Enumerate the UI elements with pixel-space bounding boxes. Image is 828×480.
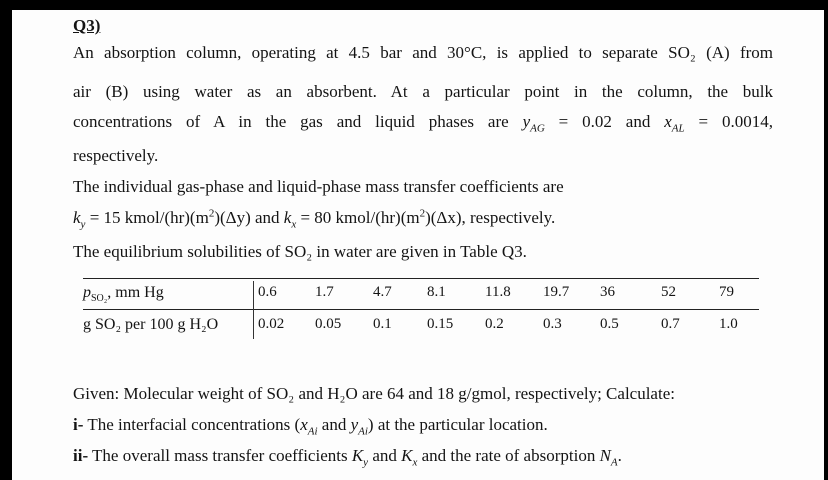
xAL-subscript: AL xyxy=(671,122,685,135)
coefficients-intro: The individual gas-phase and liquid-phase mass transfer coefficients are xyxy=(73,177,564,196)
part-i-and: and xyxy=(317,415,351,434)
part-ii-label: ii- xyxy=(73,446,89,465)
part-ii xyxy=(73,446,622,469)
row2-cell: 1.0 xyxy=(719,316,738,332)
row1-cell: 52 xyxy=(661,284,676,300)
question-label: Q3) xyxy=(73,16,101,35)
row1-cell: 0.6 xyxy=(258,284,277,300)
yAG-subscript: AG xyxy=(530,122,545,135)
part-i-text: The interfacial concentrations ( xyxy=(83,415,301,434)
yAG-term xyxy=(522,112,773,135)
row2-cell: 0.15 xyxy=(427,316,454,332)
ky-subscript: y xyxy=(80,218,86,231)
kx-symbol: k xyxy=(283,208,292,227)
row2-cell: 0.1 xyxy=(373,316,392,332)
part-ii-and: and xyxy=(368,446,402,465)
equilibrium-intro: The equilibrium solubilities of SO₂ in water are given in Table Q3. xyxy=(73,242,527,261)
row2-cell: 0.3 xyxy=(543,316,562,332)
kx-subscript: x xyxy=(291,218,297,231)
table-middle-rule xyxy=(83,309,759,310)
part-ii-mid: and the rate of absorption xyxy=(417,446,600,465)
problem-line-1: An absorption column, operating at 4.5 bar and 30°C, is applied to separate SO₂ (A) from xyxy=(73,43,773,62)
p-symbol: p xyxy=(83,284,91,301)
row1-cell: 19.7 xyxy=(543,284,570,300)
Kx-symbol: K xyxy=(401,446,413,465)
xAi-symbol: x xyxy=(300,415,308,434)
table-top-rule xyxy=(83,278,759,279)
kx-exponent: 2 xyxy=(419,207,426,220)
yAG-value: = 0.02 and xyxy=(544,112,665,131)
part-ii-tail: . xyxy=(617,446,622,465)
row2-cell: 0.02 xyxy=(258,316,285,332)
row1-cell: 8.1 xyxy=(427,284,446,300)
Kx-subscript: x xyxy=(412,456,418,469)
table-vertical-rule xyxy=(253,281,254,339)
part-i-tail: ) at the particular location. xyxy=(367,415,548,434)
row2-header: g SO₂ per 100 g H₂O xyxy=(83,316,219,333)
row2-cell: 0.5 xyxy=(600,316,619,332)
row1-cell: 36 xyxy=(600,284,615,300)
NA-symbol: N xyxy=(599,446,611,465)
problem-line-3-text: concentrations of A in the gas and liquid phases are xyxy=(73,112,509,131)
problem-line-3 xyxy=(73,112,773,135)
xAL-value: = 0.0014, xyxy=(684,112,773,131)
row2-cell: 0.2 xyxy=(485,316,504,332)
document-page xyxy=(12,10,824,480)
NA-subscript: A xyxy=(610,456,618,469)
ky-symbol: k xyxy=(73,208,81,227)
part-ii-text: The overall mass transfer coefficients xyxy=(88,446,352,465)
kx-value: = 80 kmol/(hr)(m xyxy=(296,208,420,227)
row1-cell: 4.7 xyxy=(373,284,392,300)
Ky-subscript: y xyxy=(363,456,369,469)
given-line: Given: Molecular weight of SO₂ and H₂O are 64 and 18 g/gmol, respectively; Calculate: xyxy=(73,384,675,403)
yAi-symbol: y xyxy=(350,415,359,434)
row1-header-unit: , mm Hg xyxy=(107,284,164,301)
row1-cell: 11.8 xyxy=(485,284,511,300)
problem-line-4: respectively. xyxy=(73,146,159,165)
row1-cell: 1.7 xyxy=(315,284,334,300)
part-i-label: i- xyxy=(73,415,84,434)
Ky-symbol: K xyxy=(351,446,364,465)
row2-cell: 0.05 xyxy=(315,316,342,332)
ky-exponent: 2 xyxy=(208,207,215,220)
xAi-subscript: Ai xyxy=(307,425,318,438)
row2-cell: 0.7 xyxy=(661,316,680,332)
part-i xyxy=(73,415,548,438)
p-subscript: SO₂ xyxy=(91,293,108,305)
problem-line-2: air (B) using water as an absorbent. At a particular point in the column, the bulk xyxy=(73,82,773,101)
yAG-symbol: y xyxy=(522,112,531,131)
coefficients-values xyxy=(73,207,556,231)
ky-tail: )(Δy) and xyxy=(214,208,284,227)
ky-value: = 15 kmol/(hr)(m xyxy=(85,208,209,227)
row1-cell: 79 xyxy=(719,284,734,300)
kx-tail: )(Δx), respectively. xyxy=(425,208,556,227)
solubility-table xyxy=(83,278,759,344)
row1-header xyxy=(83,284,164,305)
yAi-subscript: Ai xyxy=(358,425,368,438)
xAL-symbol: x xyxy=(664,112,672,131)
